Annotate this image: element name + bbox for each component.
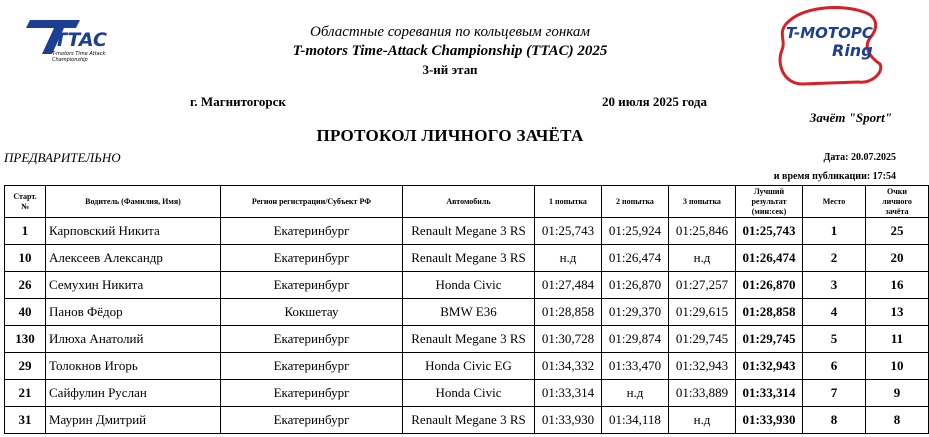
cell-try1: 01:27,484 [535,272,602,299]
cell-try2: 01:29,370 [602,299,669,326]
cell-best: 01:29,745 [736,326,803,353]
cell-driver: Толокнов Игорь [46,353,221,380]
cell-driver: Карповский Никита [46,218,221,245]
class-label: Зачёт "Sport" [809,110,892,125]
stage-label: 3-ий этап [422,62,478,77]
cell-try3: 01:32,943 [669,353,736,380]
cell-start-no: 130 [5,326,46,353]
cell-place: 2 [803,245,866,272]
cell-region: Екатеринбург [221,407,403,434]
t-motors-logo-text: T-МОТОРС [786,24,873,42]
cell-driver: Панов Фёдор [46,299,221,326]
cell-driver: Семухин Никита [46,272,221,299]
cell-best: 01:25,743 [736,218,803,245]
city-label: г. Магнитогорск [190,94,286,109]
cell-region: Екатеринбург [221,218,403,245]
cell-try3: 01:29,745 [669,326,736,353]
cell-best: 01:26,474 [736,245,803,272]
results-table [4,185,929,434]
cell-try1: 01:34,332 [535,353,602,380]
cell-try1: н.д [535,245,602,272]
cell-car: Renault Megane 3 RS [403,218,535,245]
cell-place: 4 [803,299,866,326]
status-label: ПРЕДВАРИТЕЛЬНО [4,150,121,165]
header-try3: 3 попытка [669,186,736,218]
cell-try1: 01:33,314 [535,380,602,407]
cell-best: 01:33,314 [736,380,803,407]
cell-try2: 01:34,118 [602,407,669,434]
cell-try3: 01:27,257 [669,272,736,299]
cell-place: 1 [803,218,866,245]
cell-car: Honda Civic EG [403,353,535,380]
ring-logo-text: Ring [832,41,873,60]
header-driver: Водитель (Фамилия, Имя) [46,186,221,218]
cell-points: 8 [866,407,929,434]
protocol-title: ПРОТОКОЛ ЛИЧНОГО ЗАЧЁТА [316,126,584,145]
cell-try3: 01:33,889 [669,380,736,407]
header-points: Очки личного зачёта [866,186,929,218]
table-row [5,326,929,353]
table-row [5,272,929,299]
cell-car: Renault Megane 3 RS [403,407,535,434]
table-row [5,380,929,407]
cell-place: 8 [803,407,866,434]
cell-start-no: 29 [5,353,46,380]
cell-best: 01:28,858 [736,299,803,326]
cell-driver: Сайфулин Руслан [46,380,221,407]
cell-place: 3 [803,272,866,299]
header-region: Регион регистрации/Субъект РФ [221,186,403,218]
cell-best: 01:26,870 [736,272,803,299]
cell-points: 25 [866,218,929,245]
cell-car: Honda Civic [403,272,535,299]
header-place: Место [803,186,866,218]
event-date: 20 июля 2025 года [602,94,707,109]
cell-driver: Илюха Анатолий [46,326,221,353]
header-car: Автомобиль [403,186,535,218]
header-try2: 2 попытка [602,186,669,218]
cell-car: Renault Megane 3 RS [403,245,535,272]
cell-try1: 01:25,743 [535,218,602,245]
cell-region: Екатеринбург [221,272,403,299]
cell-start-no: 31 [5,407,46,434]
cell-start-no: 1 [5,218,46,245]
ttac-logo-text: TTAC [54,29,107,51]
publication-time: и время публикации: 17:54 [773,171,896,182]
cell-points: 13 [866,299,929,326]
header-best: Лучший результат (мин:сек) [736,186,803,218]
cell-region: Екатеринбург [221,245,403,272]
cell-region: Екатеринбург [221,380,403,407]
cell-start-no: 10 [5,245,46,272]
cell-driver: Маурин Дмитрий [46,407,221,434]
cell-car: Honda Civic [403,380,535,407]
cell-try2: 01:33,470 [602,353,669,380]
cell-place: 6 [803,353,866,380]
cell-try1: 01:30,728 [535,326,602,353]
cell-driver: Алексеев Александр [46,245,221,272]
cell-points: 16 [866,272,929,299]
ttac-logo-sub2: Championship [52,57,88,63]
cell-try2: 01:29,874 [602,326,669,353]
cell-start-no: 40 [5,299,46,326]
cell-try1: 01:28,858 [535,299,602,326]
cell-try3: 01:29,615 [669,299,736,326]
cell-try3: н.д [669,245,736,272]
cell-region: Екатеринбург [221,326,403,353]
table-row [5,407,929,434]
ttac-logo-sub1: T-motors Time Attack [52,51,106,57]
table-header-row [5,186,929,218]
cell-best: 01:33,930 [736,407,803,434]
championship-title: T-motors Time-Attack Championship (TTAC) 2025 [292,43,608,59]
cell-try2: 01:26,870 [602,272,669,299]
cell-place: 5 [803,326,866,353]
cell-car: Renault Megane 3 RS [403,326,535,353]
cell-region: Екатеринбург [221,353,403,380]
cell-points: 20 [866,245,929,272]
cell-place: 7 [803,380,866,407]
cell-car: BMW E36 [403,299,535,326]
publication-date: Дата: 20.07.2025 [823,152,896,163]
cell-start-no: 26 [5,272,46,299]
cell-try3: н.д [669,407,736,434]
header-try1: 1 попытка [535,186,602,218]
table-row [5,353,929,380]
header-start-no: Старт. № [5,186,46,218]
cell-start-no: 21 [5,380,46,407]
table-row [5,245,929,272]
cell-best: 01:32,943 [736,353,803,380]
cell-region: Кокшетау [221,299,403,326]
cell-points: 11 [866,326,929,353]
table-row [5,218,929,245]
table-row [5,299,929,326]
cell-points: 9 [866,380,929,407]
cell-try1: 01:33,930 [535,407,602,434]
cell-try2: 01:26,474 [602,245,669,272]
cell-try2: 01:25,924 [602,218,669,245]
cell-try2: н.д [602,380,669,407]
cell-points: 10 [866,353,929,380]
event-title: Областные соревания по кольцевым гонкам [310,24,590,40]
cell-try3: 01:25,846 [669,218,736,245]
